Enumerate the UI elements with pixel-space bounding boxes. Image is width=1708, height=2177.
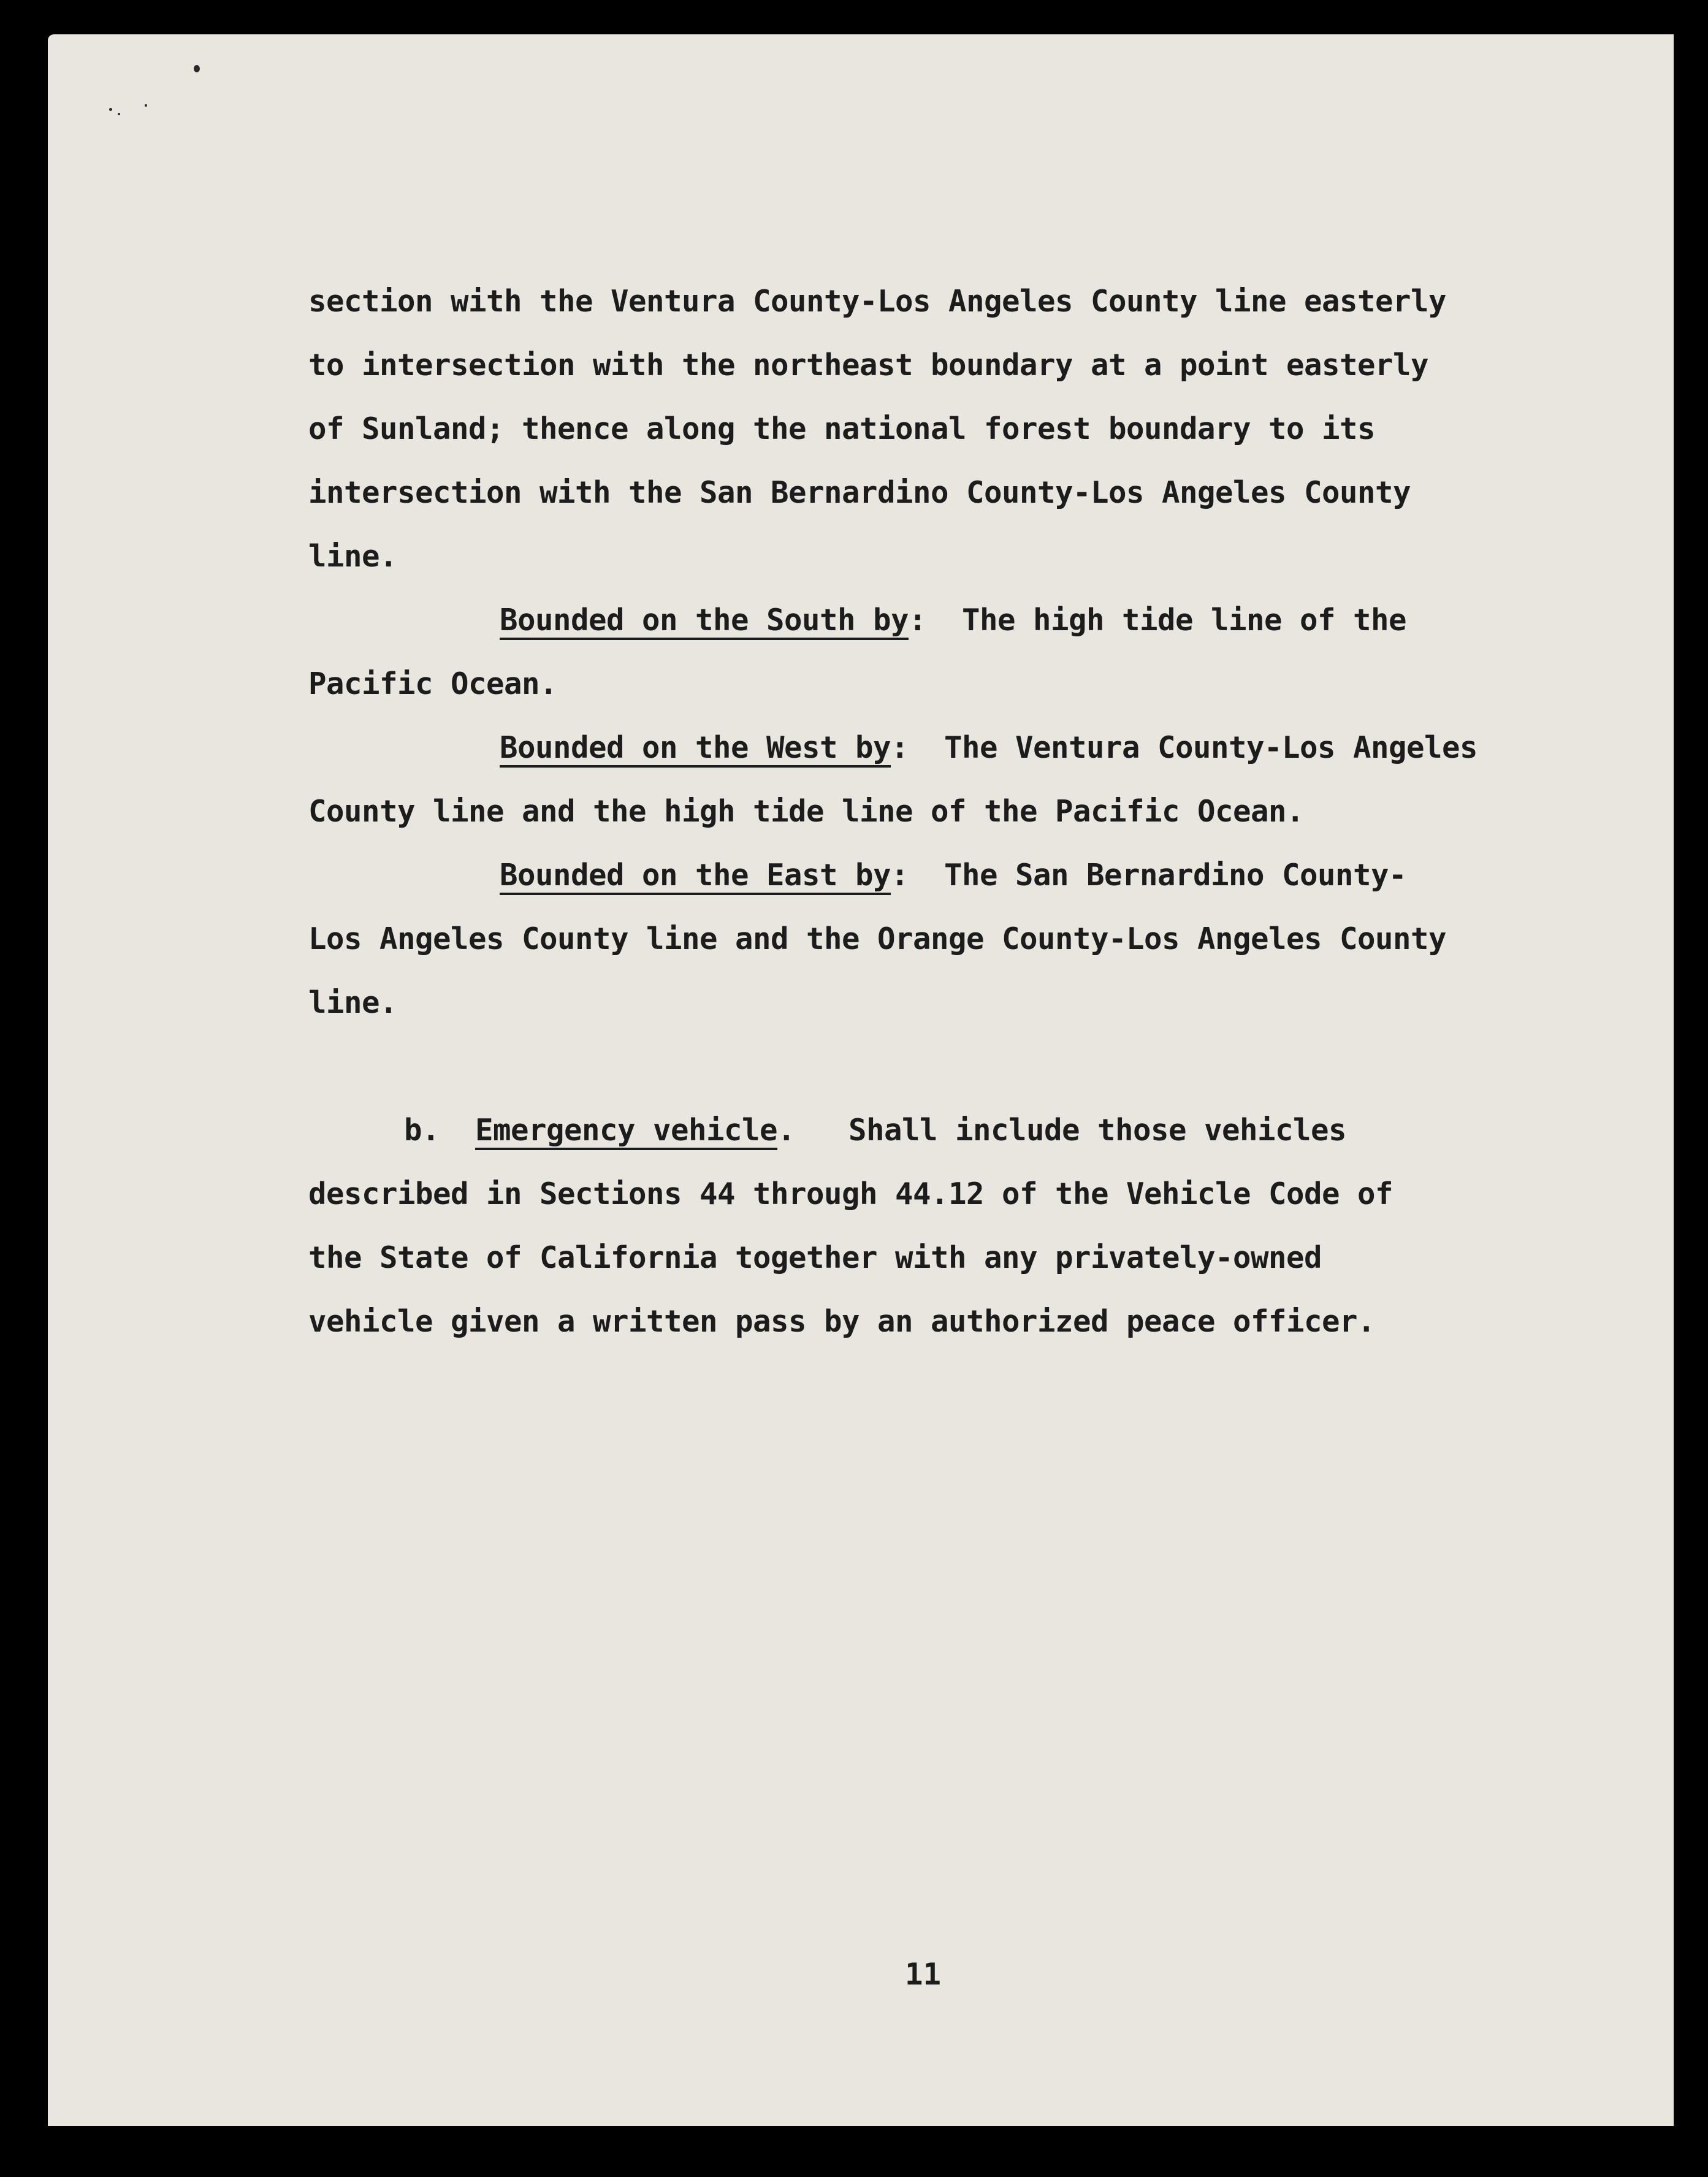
west-boundary-colon: : xyxy=(891,730,909,765)
body-line: Pacific Ocean. xyxy=(308,666,558,701)
body-line: line. xyxy=(308,985,398,1020)
item-b-text: Shall include those vehicles xyxy=(795,1113,1347,1148)
west-boundary-text: The Ventura County-Los Angeles xyxy=(909,730,1478,765)
body-line: Los Angeles County line and the Orange County-Los Angeles County xyxy=(308,921,1447,956)
ink-speck xyxy=(145,104,147,107)
body-line: intersection with the San Bernardino County-Los Angeles County xyxy=(308,475,1411,510)
item-b-heading: Emergency vehicle xyxy=(475,1113,778,1148)
body-line: line. xyxy=(308,539,398,574)
west-boundary-heading: Bounded on the West by xyxy=(500,730,891,765)
body-line: County line and the high tide line of the Pacific Ocean. xyxy=(308,794,1305,829)
east-boundary-line xyxy=(500,844,1406,907)
document-page xyxy=(48,34,1674,2126)
page-number: 11 xyxy=(905,1957,942,1992)
south-boundary-line xyxy=(500,589,1406,652)
body-line: of Sunland; thence along the national forest boundary to its xyxy=(308,411,1376,446)
body-line: the State of California together with any privately-owned xyxy=(308,1240,1322,1275)
body-line: vehicle given a written pass by an authorized peace officer. xyxy=(308,1304,1376,1339)
east-boundary-heading: Bounded on the East by xyxy=(500,858,891,893)
item-b-period: . xyxy=(777,1113,796,1148)
ink-speck xyxy=(118,113,120,115)
item-b-line xyxy=(404,1099,1346,1162)
body-line: described in Sections 44 through 44.12 of the Vehicle Code of xyxy=(308,1176,1393,1211)
south-boundary-colon: : xyxy=(909,603,927,638)
east-boundary-colon: : xyxy=(891,858,909,893)
south-boundary-text: The high tide line of the xyxy=(926,603,1407,638)
body-line: to intersection with the northeast boundary at a point easterly xyxy=(308,348,1429,383)
east-boundary-text: The San Bernardino County- xyxy=(909,858,1407,893)
west-boundary-line xyxy=(500,716,1477,780)
south-boundary-heading: Bounded on the South by xyxy=(500,603,909,638)
item-b-marker: b. xyxy=(404,1113,476,1148)
body-line: section with the Ventura County-Los Angeles County line easterly xyxy=(308,284,1447,319)
ink-speck xyxy=(194,65,200,72)
ink-speck xyxy=(109,108,112,111)
